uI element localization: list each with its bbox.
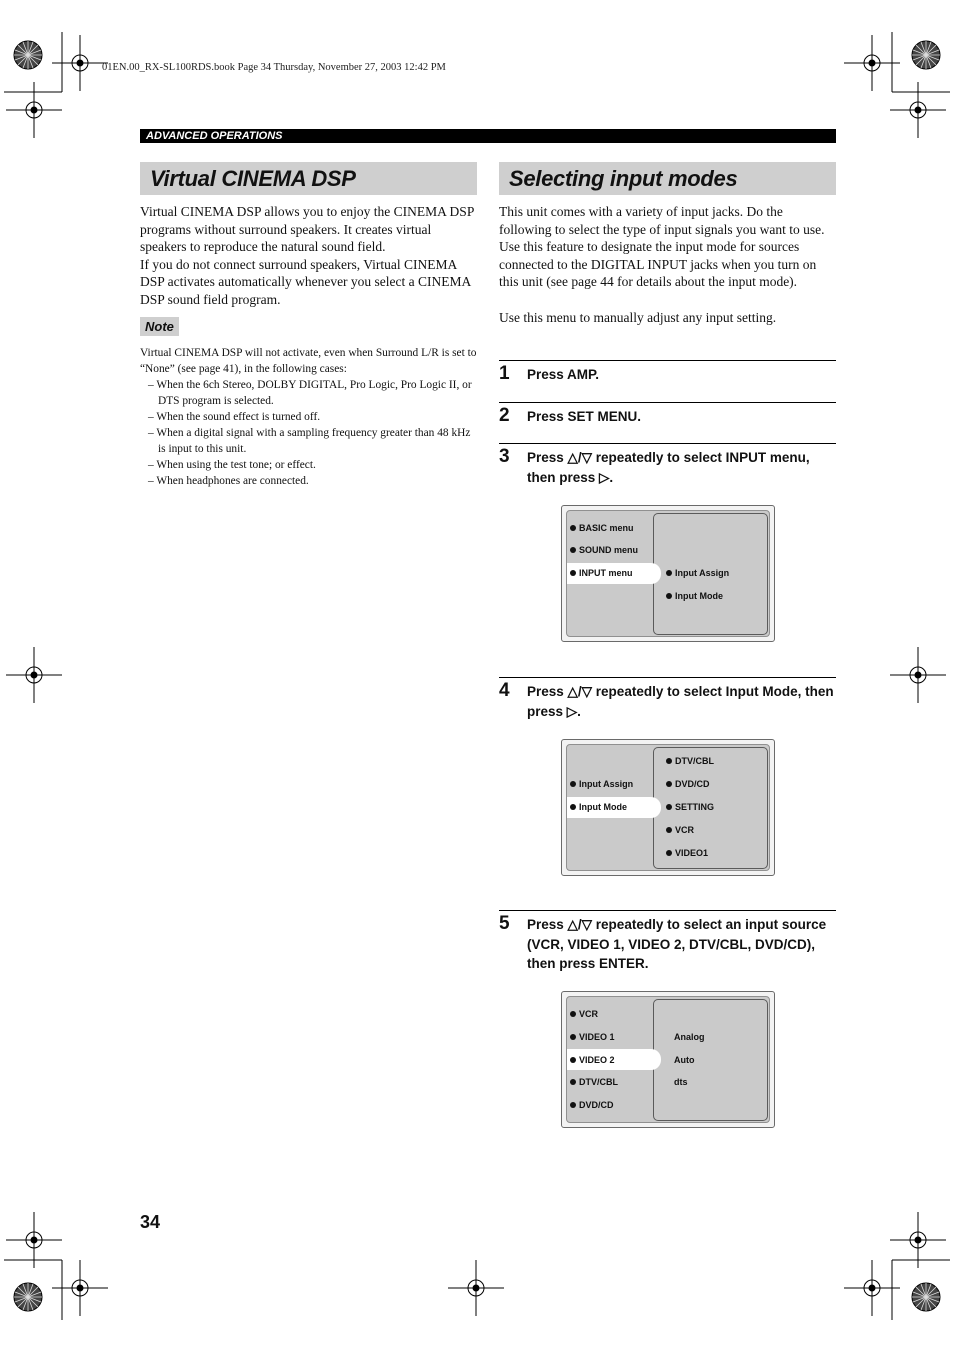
osd-screen-input-mode: [561, 739, 775, 876]
note-intro: Virtual CINEMA DSP will not activate, even when Surround L/R is set to “None” (see page 41), in the following cases:: [140, 347, 477, 375]
bullet-icon: [666, 570, 672, 576]
bullet-icon: [666, 804, 672, 810]
osd-item-selected: VIDEO 2: [570, 1054, 615, 1066]
paragraph: Use this feature to designate the input mode for sources connected to the DIGITAL INPUT jacks when you turn on this unit (see page 44 for details about the input mode).: [499, 239, 817, 290]
bullet-icon: [666, 781, 672, 787]
bullet-icon: [570, 1011, 576, 1017]
osd-item-selected: INPUT menu: [570, 567, 633, 579]
osd-value: Analog: [674, 1032, 705, 1042]
osd-item: VIDEO 1: [570, 1031, 615, 1043]
selecting-input-modes-heading: Selecting input modes: [499, 162, 836, 195]
bullet-icon: [570, 547, 576, 553]
sunburst-mark-bl: [14, 1283, 42, 1311]
virtual-cinema-dsp-heading: Virtual CINEMA DSP: [140, 162, 477, 195]
osd-item: DTV/CBL: [570, 1076, 618, 1088]
sunburst-mark-tr: [912, 41, 940, 69]
sunburst-mark-tl: [14, 41, 42, 69]
note-item: – When using the test tone; or effect.: [148, 459, 316, 471]
bullet-icon: [570, 525, 576, 531]
step-text: Press △/▽ repeatedly to select Input Mode, then press ▷.: [527, 684, 834, 719]
paragraph: If you do not connect surround speakers, Virtual CINEMA DSP activates automatically whenever you select a CINEMA DSP sound field program.: [140, 256, 471, 307]
page-number: 34: [140, 1212, 161, 1232]
osd-item: DVD/CD: [666, 778, 710, 790]
step-number: 1: [499, 363, 510, 384]
note-item: – When the sound effect is turned off.: [148, 411, 321, 423]
bullet-icon: [570, 1079, 576, 1085]
print-header: 01EN.00_RX-SL100RDS.book Page 34 Thursday, November 27, 2003 12:42 PM: [102, 62, 446, 73]
step-divider: [499, 402, 836, 403]
osd-item: Input Assign: [570, 778, 633, 790]
bullet-icon: [666, 758, 672, 764]
step-divider: [499, 360, 836, 361]
step-divider: [499, 443, 836, 444]
step-number: 3: [499, 446, 510, 467]
osd-item: Input Mode: [666, 590, 723, 602]
osd-item: DTV/CBL: [666, 755, 714, 767]
step-text: Press AMP.: [527, 367, 600, 382]
osd-screen-input-menu: [561, 505, 775, 642]
step-text: Press SET MENU.: [527, 409, 642, 424]
step-text: Press △/▽ repeatedly to select INPUT menu, then press ▷.: [527, 450, 810, 485]
osd-item: BASIC menu: [570, 522, 634, 534]
bullet-icon: [570, 1102, 576, 1108]
sunburst-mark-br: [912, 1283, 940, 1311]
osd-value: Auto: [674, 1055, 695, 1065]
step-number: 4: [499, 680, 510, 701]
note-body: [140, 345, 477, 489]
paragraph: This unit comes with a variety of input jacks. Do the following to select the type of input signals you want to use.: [499, 204, 825, 237]
bullet-icon: [666, 850, 672, 856]
osd-item: VCR: [570, 1008, 598, 1020]
step-text: Press △/▽ repeatedly to select an input source (VCR, VIDEO 1, VIDEO 2, DTV/CBL, DVD/CD), then press ENTER.: [527, 917, 827, 971]
bullet-icon: [666, 593, 672, 599]
osd-value: dts: [674, 1077, 688, 1087]
section-bar: ADVANCED OPERATIONS: [140, 129, 836, 143]
bullet-icon: [570, 804, 576, 810]
note-item: – When the 6ch Stereo, DOLBY DIGITAL, Pro Logic, Pro Logic II, or DTS program is selected.: [148, 379, 472, 407]
osd-item-selected: Input Mode: [570, 801, 627, 813]
step-divider: [499, 677, 836, 678]
osd-item: SOUND menu: [570, 544, 638, 556]
bullet-icon: [666, 827, 672, 833]
step-number: 2: [499, 405, 510, 426]
osd-screen-input-source: [561, 991, 775, 1128]
osd-item: VCR: [666, 824, 694, 836]
paragraph: Use this menu to manually adjust any input setting.: [499, 309, 777, 325]
step-number: 5: [499, 913, 510, 934]
bullet-icon: [570, 1057, 576, 1063]
note-list: [140, 377, 477, 489]
osd-item: DVD/CD: [570, 1099, 614, 1111]
selecting-input-modes-body: [499, 203, 836, 326]
note-item: – When a digital signal with a sampling frequency greater than 48 kHz is input to this unit.: [148, 427, 471, 455]
note-item: – When headphones are connected.: [148, 475, 309, 487]
paragraph: Virtual CINEMA DSP allows you to enjoy the CINEMA DSP programs without surround speakers. It creates virtual speakers to reproduce the natural sound field.: [140, 204, 474, 255]
bullet-icon: [570, 570, 576, 576]
osd-item: VIDEO1: [666, 847, 708, 859]
virtual-cinema-dsp-body: [140, 203, 477, 309]
bullet-icon: [570, 1034, 576, 1040]
osd-item: SETTING: [666, 801, 714, 813]
osd-item: Input Assign: [666, 567, 729, 579]
bullet-icon: [570, 781, 576, 787]
step-divider: [499, 910, 836, 911]
note-label: Note: [140, 317, 179, 336]
